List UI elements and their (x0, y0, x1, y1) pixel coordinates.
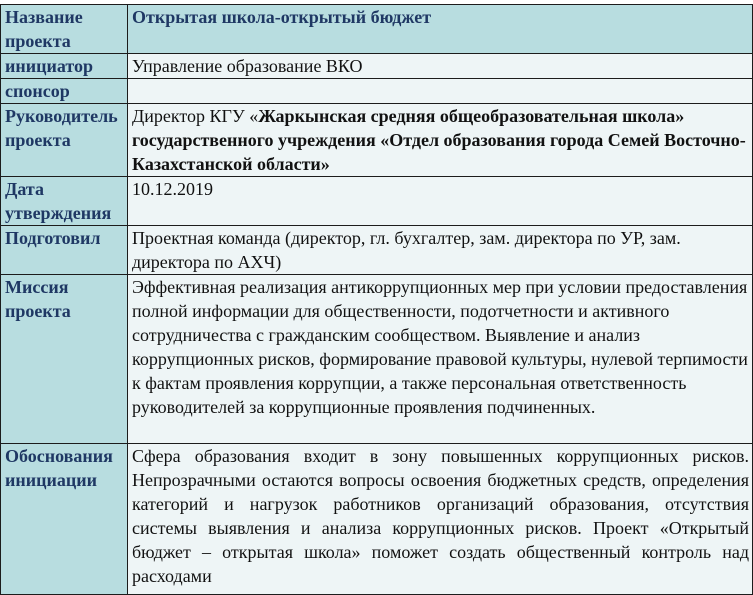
value-project-name: Открытая школа-открытый бюджет (128, 5, 753, 54)
value-prepared-by: Проектная команда (директор, гл. бухгалтер, зам. директора по УР, зам. директора по АХЧ) (128, 226, 753, 275)
row-approval-date (1, 177, 753, 226)
label-approval-date: Дата утверждения (1, 177, 128, 226)
row-mission (1, 275, 753, 444)
value-initiation-basis: Сфера образования входит в зону повышенных коррупционных рисков. Непрозрачными остаются вопросы освоения бюджетных средств, определения категорий и нагрузок работников организаций образования, отсутствия системы выявления и анализа коррупционных рисков. Проект «Открытый бюджет – открытая школа» поможет создать общественный контроль над расходами (128, 444, 753, 595)
value-mission: Эффективная реализация антикоррупционных мер при условии предоставления полной информации для общественности, подотчетности и активного сотрудничества с гражданским сообществом. Выявление и анализ коррупционных рисков, формирование правовой культуры, нулевой терпимости к фактам проявления коррупции, а также персональная ответственность руководителей за коррупционные проявления подчиненных. (128, 275, 753, 444)
label-initiator: инициатор (1, 54, 128, 79)
label-initiation-basis: Обоснования инициации (1, 444, 128, 595)
row-initiation-basis (1, 444, 753, 595)
label-mission: Миссия проекта (1, 275, 128, 444)
row-prepared-by (1, 226, 753, 275)
value-project-head-org: Жаркынская средняя общеобразовательная школа» государственного учреждения «Отдел образования города Семей Восточно-Казахстанской области» (132, 106, 746, 174)
value-approval-date: 10.12.2019 (128, 177, 753, 226)
row-sponsor (1, 79, 753, 104)
label-sponsor: спонсор (1, 79, 128, 104)
project-passport-table (0, 4, 753, 595)
label-prepared-by: Подготовил (1, 226, 128, 275)
value-project-head-prefix: Директор КГУ « (132, 106, 259, 126)
value-initiator: Управление образование ВКО (128, 54, 753, 79)
label-project-name: Название проекта (1, 5, 128, 54)
row-project-name (1, 5, 753, 54)
label-project-head: Руководитель проекта (1, 104, 128, 177)
row-initiator (1, 54, 753, 79)
value-project-head (128, 104, 753, 177)
row-project-head (1, 104, 753, 177)
value-sponsor (128, 79, 753, 104)
